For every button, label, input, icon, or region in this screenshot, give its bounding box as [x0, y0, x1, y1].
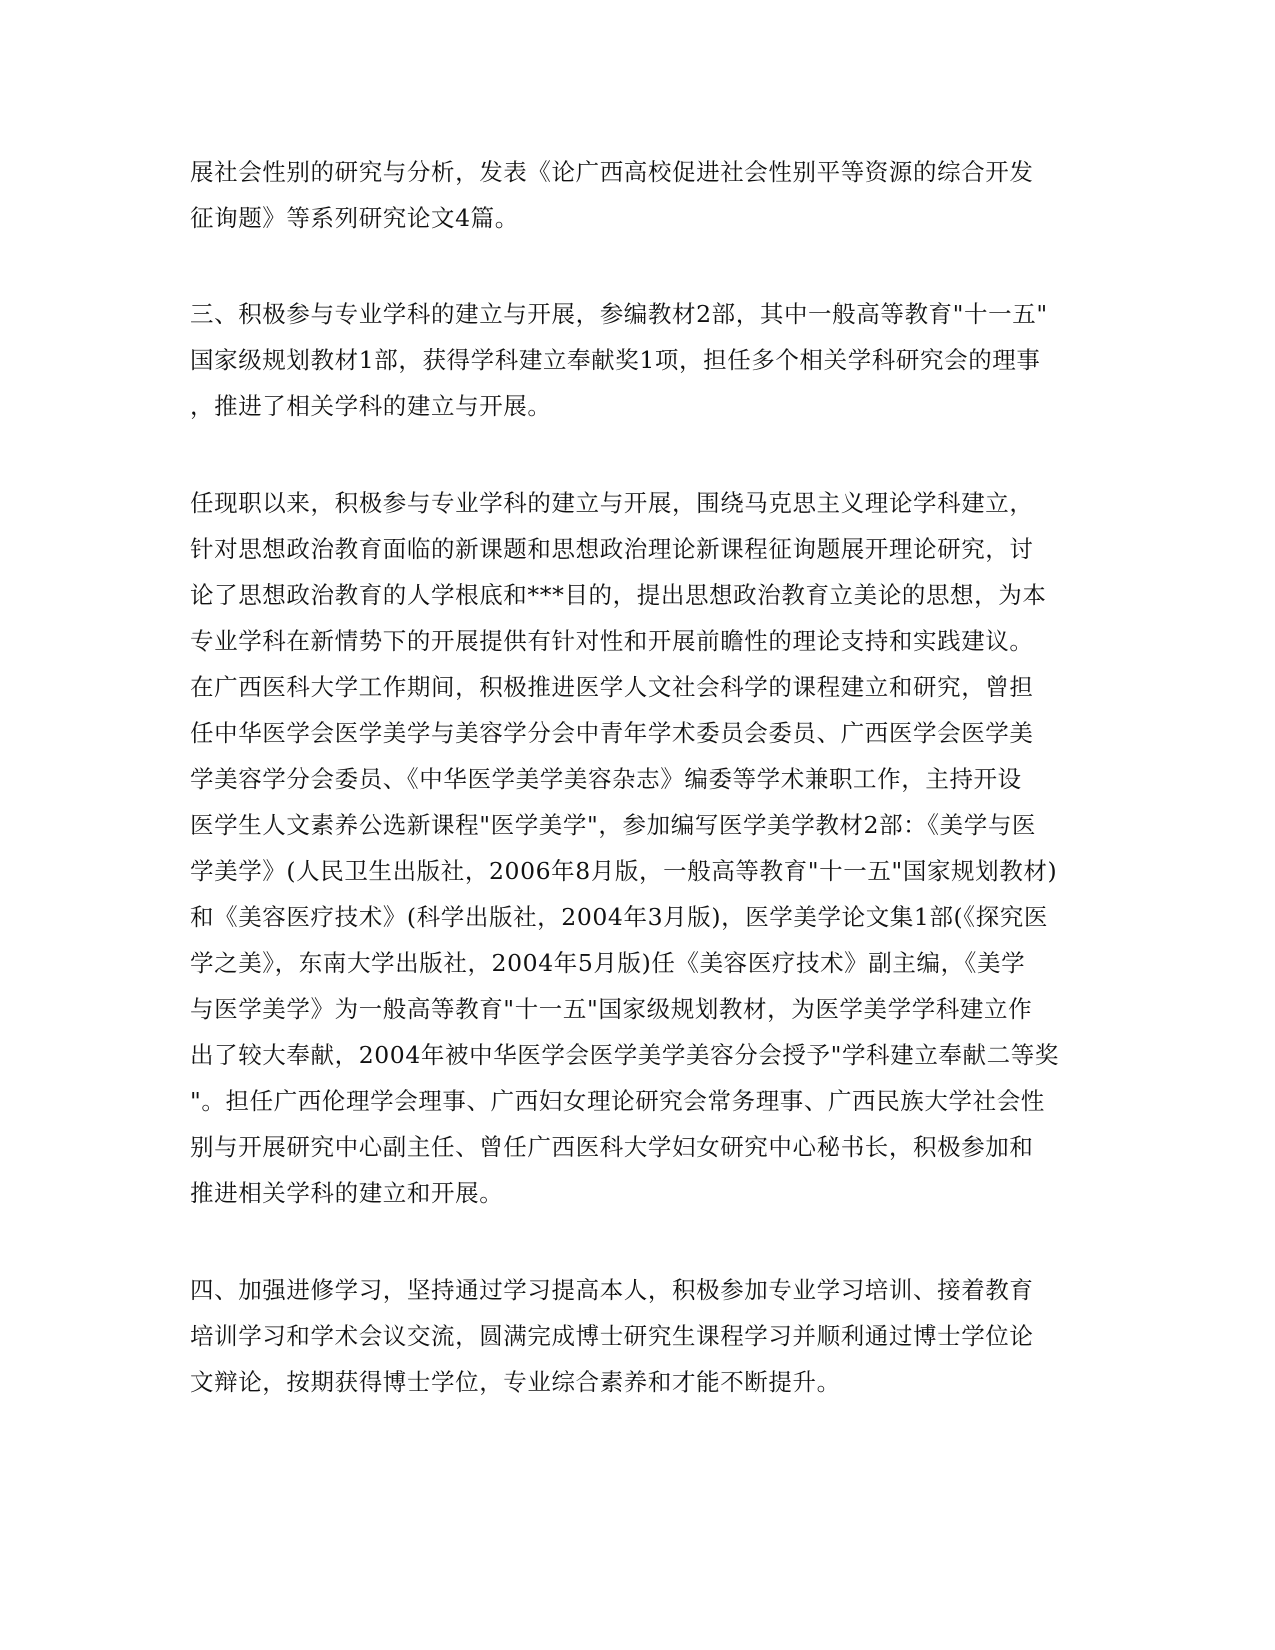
text-line: 四、加强进修学习，坚持通过学习提高本人，积极参加专业学习培训、接着教育	[190, 1276, 1034, 1304]
text-line: 学美容学分会委员、《中华医学美学美容杂志》编委等学术兼职工作，主持开设	[190, 765, 1022, 793]
text-line: 征询题》等系列研究论文4篇。	[190, 204, 519, 232]
text-line: 在广西医科大学工作期间，积极推进医学人文社会科学的课程建立和研究，曾担	[190, 673, 1034, 701]
text-line: 展社会性别的研究与分析，发表《论广西高校促进社会性别平等资源的综合开发	[190, 158, 1034, 186]
text-line: 论了思想政治教育的人学根底和***目的，提出思想政治教育立美论的思想，为本	[190, 581, 1047, 609]
text-line: 别与开展研究中心副主任、曾任广西医科大学妇女研究中心秘书长，积极参加和	[190, 1133, 1034, 1161]
text-line: 专业学科在新情势下的开展提供有针对性和开展前瞻性的理论支持和实践建议。	[190, 627, 1034, 655]
text-line: 培训学习和学术会议交流，圆满完成博士研究生课程学习并顺利通过博士学位论	[190, 1322, 1034, 1350]
text-line: 和《美容医疗技术》(科学出版社，2004年3月版)，医学美学论文集1部(《探究医	[190, 903, 1048, 931]
text-line: 推进相关学科的建立和开展。	[190, 1179, 504, 1207]
text-line: 与医学美学》为一般高等教育"十一五"国家级规划教材，为医学美学学科建立作	[190, 995, 1033, 1023]
text-line: ，推进了相关学科的建立与开展。	[190, 392, 552, 420]
text-line: 文辩论，按期获得博士学位，专业综合素养和才能不断提升。	[190, 1368, 841, 1396]
text-line: 出了较大奉献，2004年被中华医学会医学美学美容分会授予"学科建立奉献二等奖	[190, 1041, 1059, 1069]
text-line: "。担任广西伦理学会理事、广西妇女理论研究会常务理事、广西民族大学社会性	[190, 1087, 1045, 1115]
text-line: 医学生人文素养公选新课程"医学美学"，参加编写医学美学教材2部：《美学与医	[190, 811, 1037, 839]
text-line: 任中华医学会医学美学与美容学分会中青年学术委员会委员、广西医学会医学美	[190, 719, 1034, 747]
text-line: 学美学》(人民卫生出版社，2006年8月版，一般高等教育"十一五"国家规划教材)	[190, 857, 1058, 885]
text-line: 学之美》，东南大学出版社，2004年5月版)任《美容医疗技术》副主编，《美学	[190, 949, 1026, 977]
text-line: 三、积极参与专业学科的建立与开展，参编教材2部，其中一般高等教育"十一五"	[190, 300, 1048, 328]
text-line: 任现职以来，积极参与专业学科的建立与开展，围绕马克思主义理论学科建立，	[190, 489, 1034, 517]
text-line: 针对思想政治教育面临的新课题和思想政治理论新课程征询题展开理论研究，讨	[190, 535, 1034, 563]
text-line: 国家级规划教材1部，获得学科建立奉献奖1项，担任多个相关学科研究会的理事	[190, 346, 1041, 374]
